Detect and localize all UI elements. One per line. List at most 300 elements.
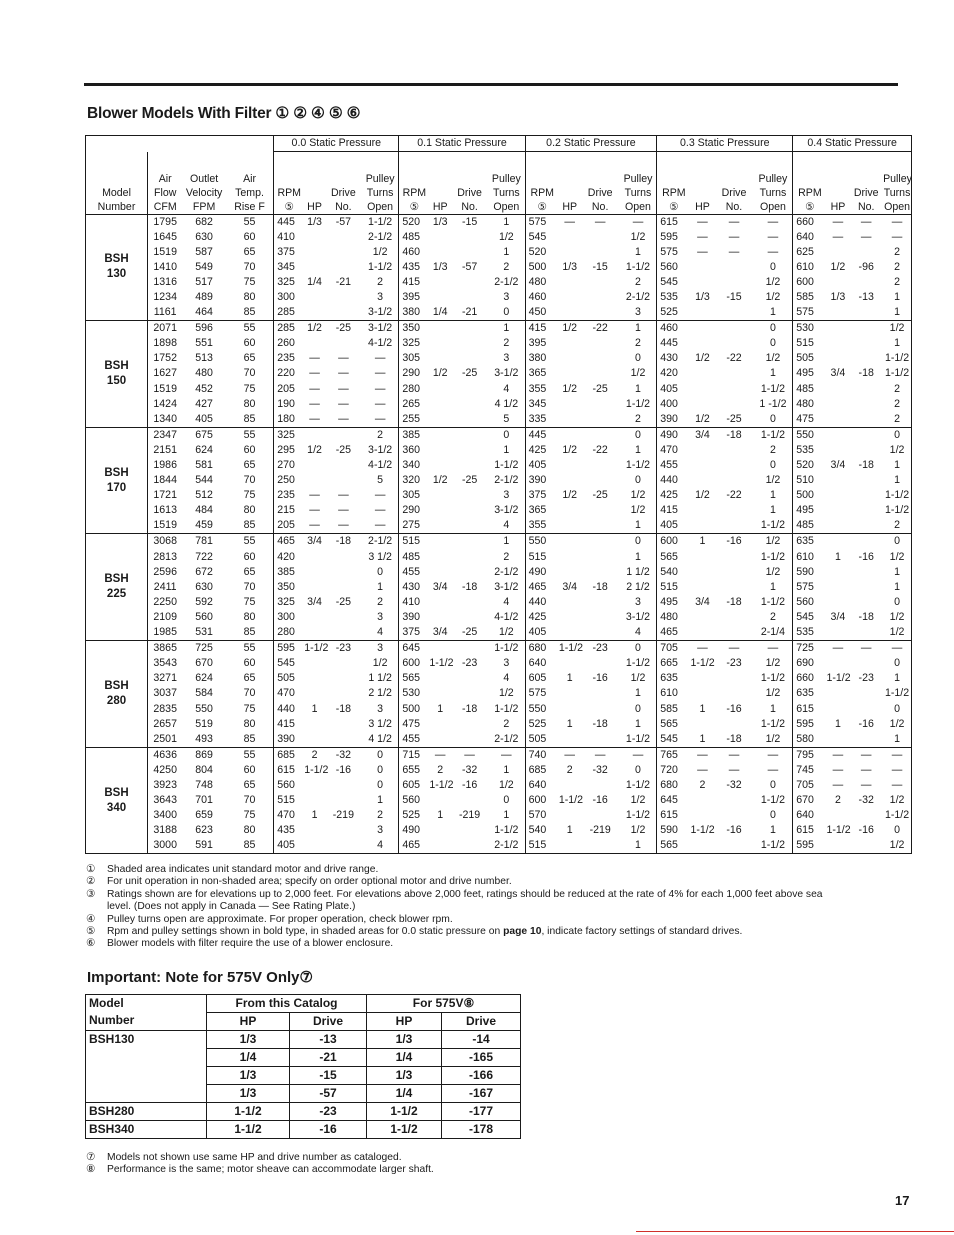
data-cell — [559, 518, 581, 534]
drive-header: Drive — [290, 1013, 367, 1031]
data-cell — [714, 550, 753, 565]
data-cell: 1 — [754, 702, 793, 717]
data-cell: 1 — [566, 717, 573, 730]
data-cell: 781 — [195, 535, 213, 548]
static-pressure-group-header: 0.1 Static Pressure — [399, 136, 525, 152]
data-cell: -16 — [858, 550, 874, 563]
data-cell: 70 — [226, 580, 274, 595]
data-cell: 1/2 — [620, 823, 657, 838]
footnote-marker: ④ — [86, 913, 96, 925]
pulley-turns-header: Pulley Turns Open — [754, 152, 793, 215]
data-cell: 1 — [754, 580, 793, 595]
data-cell: 513 — [195, 352, 213, 365]
data-cell: 390 — [402, 610, 421, 623]
data-cell: 4 — [488, 518, 525, 534]
data-cell — [325, 565, 362, 580]
data-cell: 365 — [528, 367, 547, 380]
table-row — [86, 488, 912, 503]
data-cell — [714, 717, 753, 732]
data-cell: 660 — [796, 215, 814, 228]
data-cell: — — [464, 748, 475, 761]
data-cell: 3037 — [153, 687, 177, 700]
data-cell: 0 — [754, 458, 793, 473]
data-cell — [559, 838, 581, 854]
data-cell: 430 — [660, 352, 678, 365]
data-cell: -32 — [335, 748, 352, 761]
data-cell: 85 — [226, 518, 274, 534]
data-cell — [559, 534, 581, 550]
data-cell: 804 — [195, 763, 213, 776]
data-cell: -18 — [858, 367, 874, 380]
table-row — [86, 610, 912, 625]
data-cell — [325, 245, 362, 260]
data-cell: 0 — [488, 305, 525, 321]
data-cell — [559, 656, 581, 671]
data-cell: 1 — [754, 305, 793, 321]
data-cell: 1 — [620, 321, 657, 337]
data-cell — [581, 305, 620, 321]
data-cell: 75 — [226, 275, 274, 290]
data-cell: 375 — [399, 625, 429, 641]
footnote: ③ Ratings shown are for elevations up to 2,000 feet. For elevations above 2,000 feet, ratings should be reduced at the rate of 4% for each 1,000 feet above sea level. (Does not apply in Canada — See Rating Plate.) — [86, 888, 823, 913]
drive-header: Drive No. — [714, 152, 753, 215]
data-cell: 3 — [488, 656, 525, 671]
data-cell — [304, 838, 325, 854]
data-cell — [559, 397, 581, 412]
data-cell: 1-1/2 — [754, 793, 793, 808]
data-cell: 0 — [883, 656, 911, 671]
data-cell — [304, 823, 325, 838]
data-cell: 380 — [399, 305, 429, 321]
data-cell: 1/4 — [207, 1049, 290, 1067]
footnotes — [86, 864, 823, 951]
model-cell: BSH340 — [86, 1121, 207, 1139]
data-cell: -16 — [726, 824, 742, 837]
table-row — [86, 580, 912, 595]
table-row — [86, 214, 912, 230]
data-cell: 85 — [226, 625, 274, 641]
data-cell — [304, 717, 325, 732]
data-cell: 720 — [660, 763, 678, 776]
data-cell: 1844 — [153, 474, 177, 487]
data-cell: 517 — [195, 275, 213, 288]
table-row — [86, 443, 912, 458]
data-cell — [451, 412, 488, 428]
data-cell: 1 — [834, 550, 841, 563]
data-cell: 3 — [362, 610, 399, 625]
data-cell: 1 — [620, 443, 657, 458]
static-pressure-group-header: 0.2 Static Pressure — [525, 136, 657, 152]
data-cell: 80 — [226, 717, 274, 732]
data-cell: -219 — [458, 809, 481, 822]
data-cell: 430 — [402, 580, 421, 593]
data-cell: 465 — [657, 625, 691, 641]
table-row — [86, 275, 912, 290]
data-cell: 1-1/2 — [620, 778, 657, 793]
data-cell: 1/3 — [367, 1031, 442, 1049]
data-cell: 1 — [620, 245, 657, 260]
data-cell — [559, 503, 581, 518]
table-row — [86, 550, 912, 565]
data-cell: 1721 — [153, 489, 177, 502]
data-cell: — — [362, 397, 399, 412]
data-cell — [325, 793, 362, 808]
data-cell — [849, 808, 883, 823]
data-cell: -22 — [726, 489, 742, 502]
data-cell: 623 — [195, 824, 213, 837]
data-cell — [559, 245, 581, 260]
data-cell: 1-1/2 — [754, 671, 793, 686]
data-cell: 3068 — [153, 535, 177, 548]
data-cell — [581, 427, 620, 443]
data-cell — [690, 686, 714, 701]
table-row — [86, 458, 912, 473]
data-cell: 1-1/2 — [826, 672, 851, 685]
data-cell: 1/4 — [367, 1049, 442, 1067]
data-cell: 85 — [226, 412, 274, 428]
data-cell — [827, 275, 850, 290]
data-cell: 1 — [566, 824, 573, 837]
data-cell: 85 — [226, 305, 274, 321]
data-cell — [325, 838, 362, 854]
data-cell — [714, 458, 753, 473]
data-cell: — — [338, 504, 349, 517]
data-cell: 1986 — [153, 459, 177, 471]
table-row — [86, 290, 912, 305]
data-cell: — — [564, 748, 575, 761]
data-cell — [429, 823, 451, 838]
table-row — [86, 503, 912, 518]
data-cell: 350 — [277, 580, 295, 593]
data-cell: 1 — [488, 443, 525, 458]
data-cell: 1 — [883, 305, 911, 321]
data-cell: 1 — [488, 763, 525, 778]
data-cell: 3 1/2 — [362, 717, 399, 732]
data-cell: 2-1/2 — [488, 473, 525, 488]
data-cell: 2 — [437, 763, 444, 776]
data-cell: 445 — [528, 428, 547, 441]
data-cell: -16 — [726, 535, 742, 548]
data-cell: 405 — [182, 412, 226, 428]
data-cell: 630 — [195, 230, 213, 243]
data-cell: 205 — [277, 382, 295, 395]
table-row — [86, 656, 912, 671]
data-cell: 610 — [660, 687, 678, 700]
data-cell — [325, 305, 362, 321]
data-cell: 360 — [402, 443, 421, 456]
data-cell: 405 — [528, 459, 547, 471]
data-cell — [325, 427, 362, 443]
data-cell — [690, 321, 714, 337]
data-cell: -16 — [335, 763, 352, 776]
data-cell — [849, 443, 883, 458]
data-cell — [325, 458, 362, 473]
data-cell: -18 — [726, 428, 742, 441]
data-cell: 0 — [362, 763, 399, 778]
data-cell: 415 — [528, 322, 547, 335]
data-cell — [581, 290, 620, 305]
data-cell: 60 — [226, 656, 274, 671]
data-cell — [325, 778, 362, 793]
data-cell: 615 — [277, 763, 295, 776]
data-cell: 410 — [402, 595, 421, 608]
data-cell: 1/2 — [488, 230, 525, 245]
data-cell: 285 — [277, 322, 295, 335]
data-cell: 1/2 — [620, 671, 657, 686]
data-cell — [690, 305, 714, 321]
data-cell: 1519 — [148, 518, 183, 534]
data-cell: -15 — [726, 290, 742, 303]
data-cell: 2 — [620, 412, 657, 428]
data-cell: 275 — [399, 518, 429, 534]
data-cell: 1-1/2 — [690, 824, 715, 837]
data-cell: 2813 — [153, 550, 177, 563]
data-cell: 525 — [528, 717, 547, 730]
data-cell: 587 — [195, 245, 213, 258]
outlet-velocity-header: Outlet Velocity FPM — [182, 152, 226, 215]
data-cell: 3 — [620, 595, 657, 610]
data-cell — [325, 336, 362, 351]
data-cell: 675 — [195, 428, 213, 441]
data-cell: 615 — [660, 809, 678, 822]
data-cell: 3 — [620, 305, 657, 321]
data-cell: 320 — [402, 474, 421, 487]
data-cell: 600 — [402, 657, 421, 670]
data-cell: 1/2 — [883, 321, 911, 337]
data-cell: 0 — [620, 641, 657, 657]
data-cell — [451, 595, 488, 610]
data-cell: 2596 — [153, 565, 177, 578]
data-cell: 5 — [362, 473, 399, 488]
data-cell — [581, 595, 620, 610]
data-cell: 1/2 — [695, 489, 710, 502]
table-row — [86, 838, 912, 854]
data-cell: -16 — [461, 778, 478, 791]
data-cell: 60 — [226, 550, 274, 565]
data-cell — [849, 503, 883, 518]
table-row — [86, 366, 912, 381]
data-cell: -23 — [461, 657, 478, 670]
data-cell: 1 — [620, 550, 657, 565]
data-cell — [581, 518, 620, 534]
data-cell: 470 — [277, 809, 295, 822]
data-cell: 215 — [277, 504, 295, 517]
table-row — [86, 702, 912, 717]
data-cell: — — [488, 747, 525, 763]
data-cell: 1-1/2 — [883, 488, 911, 503]
data-cell: — — [832, 763, 844, 776]
data-cell: 0 — [883, 534, 911, 550]
data-cell: 1 — [437, 702, 444, 715]
data-cell: 305 — [402, 352, 421, 365]
data-cell: 1/4 — [307, 275, 322, 288]
data-cell: 425 — [528, 443, 547, 456]
data-cell — [581, 534, 620, 550]
data-cell: 60 — [226, 443, 274, 458]
data-cell — [581, 656, 620, 671]
data-cell: 1 — [883, 671, 911, 686]
data-cell: -23 — [858, 672, 874, 685]
data-cell: -21 — [335, 275, 352, 288]
data-cell — [451, 732, 488, 748]
data-cell: -18 — [461, 580, 478, 593]
footnote: ⑥ Blower models with filter require the use of a blower enclosure. — [86, 938, 394, 950]
data-cell: 515 — [525, 838, 559, 854]
data-cell: 580 — [793, 732, 827, 748]
data-cell: 1-1/2 — [362, 260, 399, 275]
data-cell: 592 — [195, 595, 213, 608]
data-cell — [559, 550, 581, 565]
data-cell — [325, 686, 362, 701]
data-cell: 480 — [195, 367, 213, 380]
data-cell: 515 — [660, 580, 678, 593]
model-number-cell: BSH 340 — [86, 747, 148, 854]
footnote-marker: ⑦ — [86, 1152, 96, 1163]
data-cell: 1 — [754, 823, 793, 838]
data-cell: 690 — [796, 657, 814, 670]
data-cell: 1/2 — [754, 290, 793, 305]
data-cell: 640 — [796, 230, 814, 243]
data-cell: 460 — [660, 322, 678, 335]
data-cell — [714, 671, 753, 686]
data-cell — [714, 580, 753, 595]
data-cell: 80 — [226, 823, 274, 838]
data-cell: 795 — [796, 748, 814, 761]
data-cell — [581, 702, 620, 717]
data-cell: 640 — [528, 657, 547, 670]
data-cell — [559, 351, 581, 366]
data-cell: 1985 — [148, 625, 183, 641]
model-cell: BSH130 — [86, 1031, 207, 1049]
data-cell: 285 — [274, 305, 304, 321]
data-cell: — — [754, 230, 793, 245]
data-cell — [451, 518, 488, 534]
data-cell: 1/3 — [207, 1031, 290, 1049]
data-cell — [827, 443, 850, 458]
model-cell — [86, 1085, 207, 1103]
data-cell: 595 — [796, 717, 814, 730]
data-cell — [429, 275, 451, 290]
data-cell: 1 — [311, 702, 318, 715]
data-cell — [581, 245, 620, 260]
data-cell: 600 — [528, 794, 547, 807]
data-cell: 635 — [660, 672, 678, 685]
data-cell: 1/2 — [754, 732, 793, 748]
data-cell: 624 — [195, 672, 213, 685]
data-cell: 435 — [277, 824, 295, 837]
data-cell — [304, 732, 325, 748]
data-cell — [581, 610, 620, 625]
data-cell: 1 — [488, 808, 525, 823]
data-cell — [451, 336, 488, 351]
data-cell: 682 — [195, 215, 213, 228]
data-cell: 3-1/2 — [362, 321, 399, 337]
data-cell — [714, 305, 753, 321]
data-cell — [581, 808, 620, 823]
data-cell — [429, 336, 451, 351]
data-cell: 1/2 — [362, 245, 399, 260]
data-cell: — — [860, 230, 872, 243]
data-cell: 1/2 — [883, 625, 911, 641]
data-cell: -25 — [592, 382, 608, 395]
data-cell: 1-1/2 — [488, 702, 525, 717]
data-cell: 485 — [402, 550, 421, 563]
data-cell: 3 — [362, 641, 399, 657]
table-row — [86, 793, 912, 808]
table-row — [86, 382, 912, 397]
data-cell — [451, 503, 488, 518]
table-row — [86, 686, 912, 701]
table-row — [86, 808, 912, 823]
data-cell: 260 — [277, 337, 295, 350]
rpm-header: RPM ⑤ — [525, 152, 559, 215]
data-cell — [304, 671, 325, 686]
data-cell: — — [620, 747, 657, 763]
data-cell — [690, 366, 714, 381]
data-cell: 0 — [754, 412, 793, 428]
data-cell: 427 — [195, 397, 213, 410]
data-cell: 1/2 — [307, 443, 322, 456]
data-cell: 1-1/2 — [367, 1121, 442, 1139]
data-cell: 600 — [660, 535, 678, 548]
data-cell: 4 — [620, 625, 657, 641]
data-cell — [849, 732, 883, 748]
data-cell: 2-1/4 — [754, 625, 793, 641]
data-cell: -23 — [290, 1103, 367, 1121]
data-cell: 340 — [402, 459, 421, 471]
data-cell: 390 — [528, 474, 547, 487]
data-cell: 490 — [660, 428, 678, 441]
data-cell: 680 — [660, 778, 678, 791]
data-cell: 205 — [274, 518, 304, 534]
data-cell: — — [594, 748, 606, 761]
data-cell: 0 — [620, 534, 657, 550]
data-cell: 420 — [277, 550, 295, 563]
data-cell: 1-1/2 — [558, 642, 583, 655]
data-cell — [559, 290, 581, 305]
data-cell: 75 — [226, 808, 274, 823]
data-cell: 464 — [182, 305, 226, 321]
data-cell: 75 — [226, 595, 274, 610]
data-cell: 1/2 — [488, 686, 525, 701]
data-cell: 655 — [402, 763, 421, 776]
data-cell — [304, 793, 325, 808]
data-cell: 280 — [402, 382, 421, 395]
data-cell — [827, 488, 850, 503]
data-cell: 335 — [525, 412, 559, 428]
data-cell: 2 — [834, 794, 841, 807]
data-cell: -23 — [726, 657, 742, 670]
data-cell: 80 — [226, 610, 274, 625]
data-cell: 1-1/2 — [304, 642, 329, 655]
data-cell — [849, 518, 883, 534]
data-cell: 660 — [796, 672, 814, 685]
data-cell — [690, 518, 714, 534]
data-cell: 1613 — [153, 504, 177, 517]
data-cell: 485 — [796, 382, 814, 395]
data-cell: 1/3 — [367, 1067, 442, 1085]
data-cell: — — [860, 748, 872, 761]
data-cell: 3/4 — [307, 595, 322, 608]
data-cell — [304, 778, 325, 793]
data-cell: 2 — [883, 397, 911, 412]
data-cell: 1161 — [148, 305, 183, 321]
data-cell: -14 — [442, 1031, 521, 1049]
data-cell: 2501 — [148, 732, 183, 748]
data-cell: 265 — [402, 397, 421, 410]
data-cell: 255 — [399, 412, 429, 428]
data-cell: — — [883, 230, 911, 245]
